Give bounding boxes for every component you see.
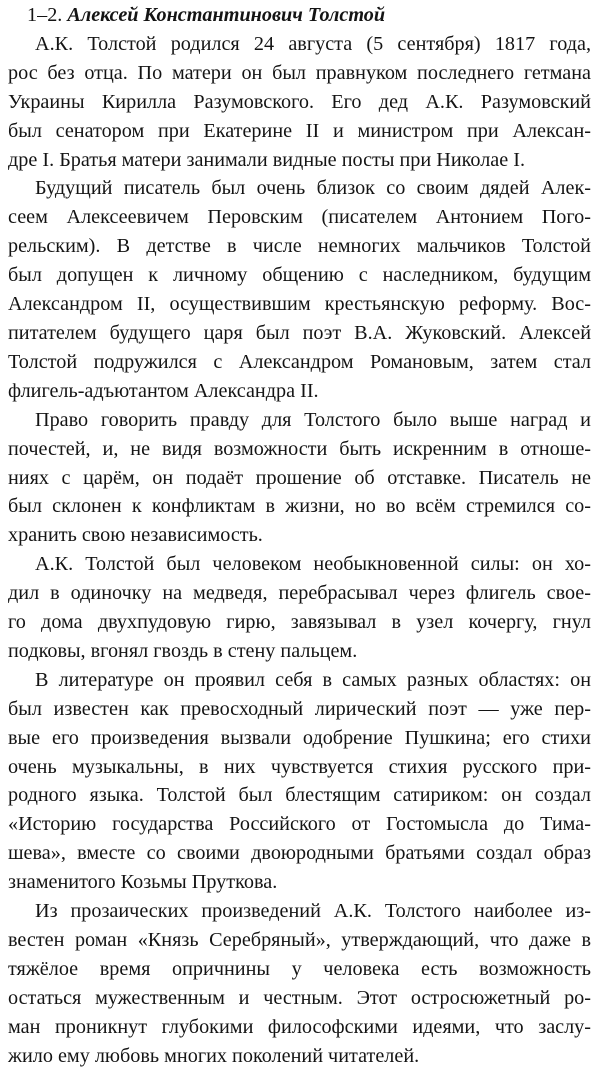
text-line: был склонен к конфликтам в жизни, но во всём стремился со-	[8, 495, 591, 518]
text-line: был сенатором при Екатерине II и министром при Алексан-	[8, 119, 591, 142]
text-line: сеем Алексеевичем Перовским (писателем Антонием Пого-	[8, 206, 591, 229]
text-line: тяжёлое время опричнины у человека есть возможность	[8, 957, 591, 980]
text-line: питателем будущего царя был поэт В.А. Жуковский. Алексей	[8, 321, 591, 344]
text-line: знаменитого Козьмы Пруткова.	[8, 871, 278, 894]
paragraph-prose	[8, 897, 591, 1070]
paragraph-birth	[8, 30, 591, 175]
text-line: остаться мужественным и честным. Этот остросюжетный ро-	[8, 986, 591, 1009]
text-line: родного языка. Толстой был блестящим сатириком: он создал	[8, 784, 591, 807]
document-page	[8, 0, 591, 1071]
paragraph-resignation	[8, 406, 591, 551]
text-line: подковы, вгонял гвоздь в стену пальцем.	[8, 639, 358, 662]
text-line: Право говорить правду для Толстого было выше наград и	[35, 408, 591, 431]
text-line: Александром II, осуществившим крестьянскую реформу. Вос-	[8, 293, 591, 316]
text-line: почестей, и, не видя возможности быть искренним в отноше-	[8, 437, 591, 460]
text-line: Из прозаических произведений А.К. Толстого наиболее из-	[35, 900, 591, 923]
text-line: Толстой подружился с Александром Романовым, затем стал	[8, 350, 591, 373]
text-line: ниях с царём, он подаёт прошение об отставке. Писатель не	[8, 466, 591, 489]
text-line: очень музыкальны, в них чувствуется стихия русского при-	[8, 755, 591, 778]
text-line: хранить свою независимость.	[8, 524, 263, 547]
text-line: ман проникнут глубокими философскими идеями, что заслу-	[8, 1015, 591, 1038]
section-heading	[27, 0, 591, 30]
text-line: дил в одиночку на медведя, перебрасывал через флигель свое-	[8, 582, 591, 605]
text-line: шева», вместе со своими двоюродными братьями создал образ	[8, 842, 591, 865]
text-line: В литературе он проявил себя в самых разных областях: он	[35, 668, 591, 691]
text-line: вые его произведения вызвали одобрение Пушкина; его стихи	[8, 726, 591, 749]
paragraph-strength	[8, 550, 591, 666]
text-line: А.К. Толстой был человеком необыкновенной силы: он хо-	[35, 553, 591, 576]
paragraph-literature	[8, 666, 591, 897]
paragraph-childhood	[8, 174, 591, 405]
text-line: был известен как превосходный лирический поэт — уже пер-	[8, 697, 591, 720]
text-line: флигель-адъютантом Александра II.	[8, 379, 319, 402]
text-line: Украины Кирилла Разумовского. Его дед А.К. Разумовский	[8, 90, 591, 113]
text-line: рельским). В детстве в числе немногих мальчиков Толстой	[8, 235, 591, 258]
text-line: дре I. Братья матери занимали видные посты при Николае I.	[8, 148, 526, 171]
section-number: 1–2.	[27, 4, 63, 26]
text-line: был допущен к личному общению с наследником, будущим	[8, 264, 591, 287]
section-title: Алексей Константинович Толстой	[67, 4, 386, 26]
text-line: го дома двухпудовую гирю, завязывал в узел кочергу, гнул	[8, 611, 591, 634]
text-line: «Историю государства Российского от Гостомысла до Тима-	[8, 813, 591, 836]
text-line: А.К. Толстой родился 24 августа (5 сентября) 1817 года,	[35, 32, 591, 55]
text-line: Будущий писатель был очень близок со своим дядей Алек-	[35, 177, 591, 200]
text-line: вестен роман «Князь Серебряный», утверждающий, что даже в	[8, 929, 591, 951]
text-line: рос без отца. По матери он был правнуком последнего гетмана	[8, 61, 591, 84]
text-line: жило ему любовь многих поколений читателей.	[8, 1044, 420, 1067]
